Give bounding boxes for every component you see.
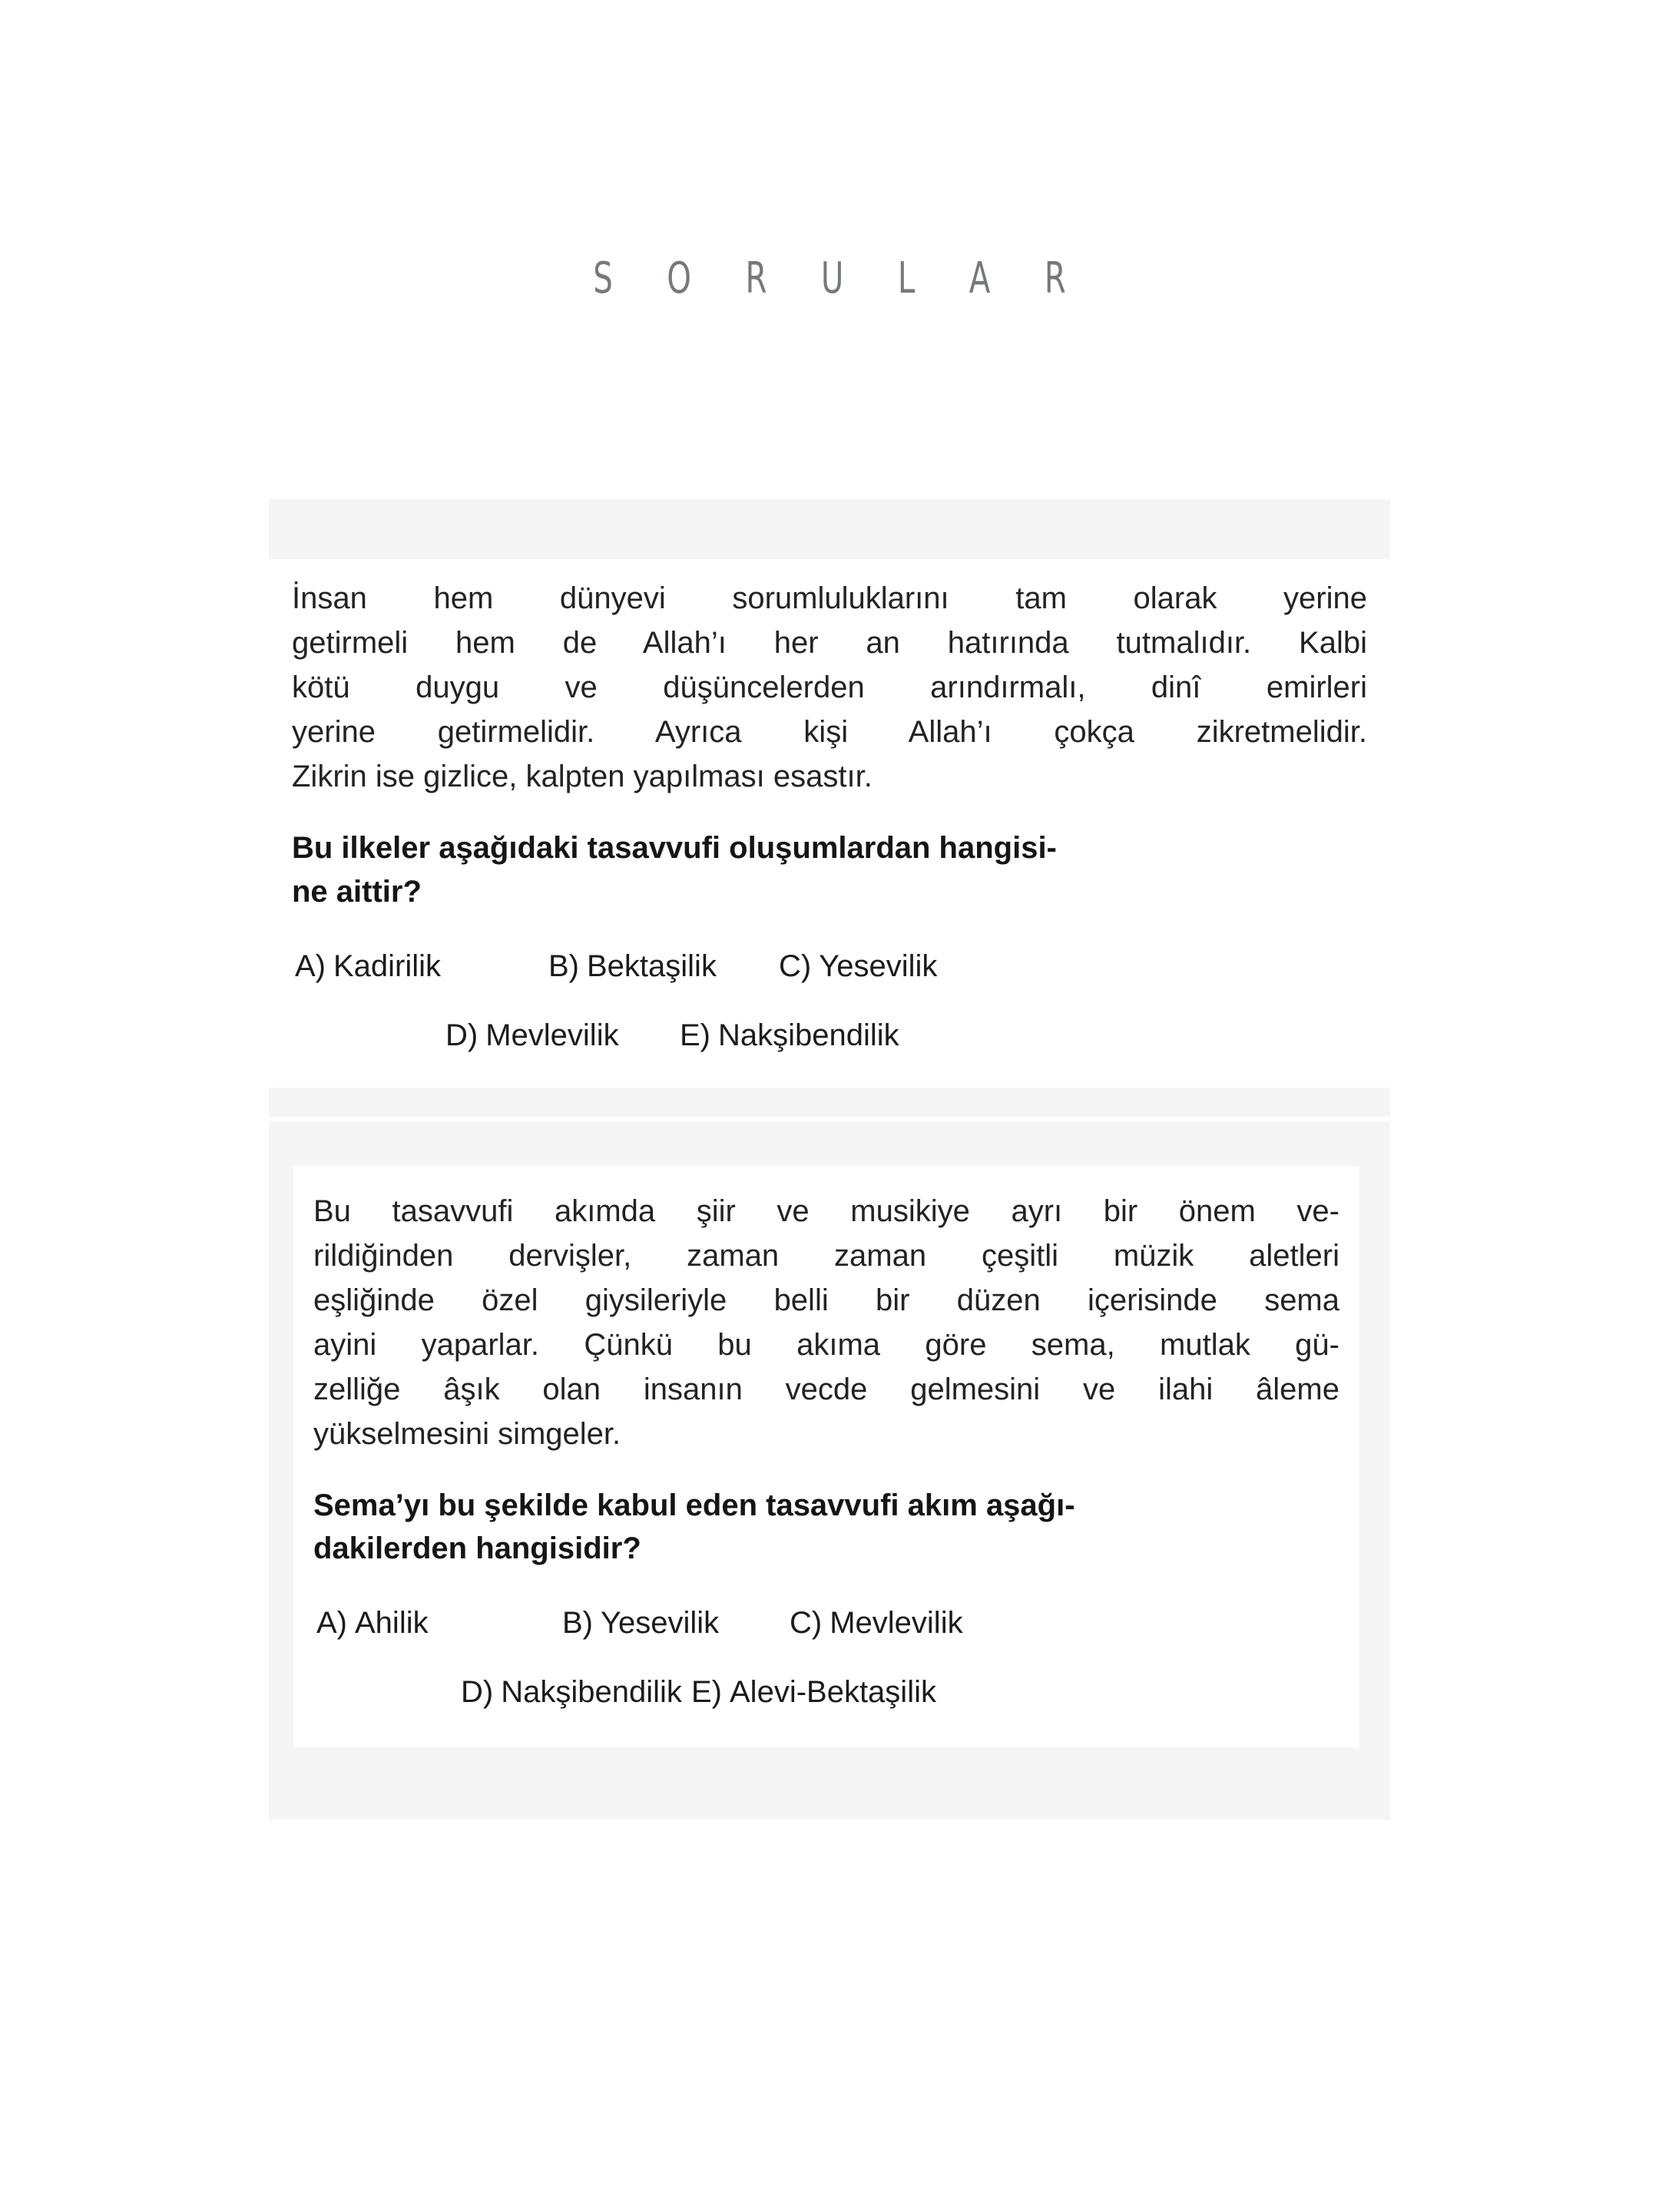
option-c-text: Yesevilik [819, 949, 938, 983]
option-b[interactable] [562, 1604, 790, 1641]
questions-container [269, 499, 1390, 1820]
option-b-text: Yesevilik [601, 1606, 720, 1641]
passage-line: yerine getirmelidir. Ayrıca kişi Allah’ı çokça zikretmelidir. [292, 715, 1367, 749]
question-1-options [292, 948, 1367, 1054]
stem-line: dakilerden hangisidir? [313, 1532, 641, 1566]
passage-line: ayini yaparlar. Çünkü bu akıma göre sema, mutlak gü- [313, 1327, 1339, 1362]
option-b-label: B) [562, 1606, 593, 1641]
option-d-text: Mevlevilik [485, 1018, 619, 1052]
option-c-label: C) [790, 1606, 823, 1641]
page-title: S O R U L A R [593, 253, 1088, 303]
passage-line: Zikrin ise gizlice, kalpten yapılması esastır. [292, 760, 873, 793]
passage-line: kötü duygu ve düşüncelerden arındırmalı, dinî emirleri [292, 671, 1367, 704]
question-1-passage [292, 576, 1367, 799]
stem-line: Bu ilkeler aşağıdaki tasavvufi oluşumlardan hangisi- [292, 831, 1057, 865]
option-d-label: D) [461, 1675, 494, 1710]
option-d[interactable] [461, 1674, 691, 1710]
stem-line: ne aittir? [292, 874, 422, 909]
option-a-text: Ahilik [355, 1606, 429, 1641]
option-e-label: E) [691, 1675, 722, 1710]
option-d[interactable] [445, 1017, 680, 1054]
option-a-label: A) [316, 1606, 347, 1641]
option-b-label: B) [548, 949, 579, 983]
option-e-text: Alevi-Bektaşilik [730, 1675, 936, 1710]
question-2-body [293, 1166, 1359, 1748]
option-e[interactable] [680, 1017, 899, 1054]
option-c[interactable] [779, 948, 937, 985]
option-b[interactable] [548, 948, 779, 985]
option-d-text: Nakşibendilik [501, 1675, 682, 1710]
option-c-text: Mevlevilik [830, 1606, 963, 1641]
passage-line: zelliğe âşık olan insanın vecde gelmesini ve ilahi âleme [313, 1372, 1339, 1406]
option-row-de [292, 1017, 1367, 1054]
option-a[interactable] [295, 948, 548, 985]
option-a-label: A) [295, 949, 326, 983]
option-e-text: Nakşibendilik [718, 1018, 899, 1052]
passage-line: getirmeli hem de Allah’ı her an hatırında tutmalıdır. Kalbi [292, 626, 1367, 660]
passage-line: rildiğinden dervişler, zaman zaman çeşitli müzik aletleri [313, 1238, 1339, 1273]
option-c[interactable] [790, 1604, 963, 1641]
question-1-stem [292, 826, 1367, 914]
option-b-text: Bektaşilik [587, 949, 717, 983]
option-row-abc [292, 948, 1367, 985]
question-1-body [269, 559, 1390, 1088]
option-a[interactable] [316, 1604, 562, 1641]
stem-line: Sema’yı bu şekilde kabul eden tasavvufi akım aşağı- [313, 1488, 1075, 1522]
question-card-2 [269, 1121, 1390, 1820]
option-row-de [313, 1674, 1339, 1710]
passage-line: eşliğinde özel giysileriyle belli bir düzen içerisinde sema [313, 1283, 1339, 1317]
option-e[interactable] [691, 1674, 936, 1710]
option-d-label: D) [445, 1018, 478, 1052]
question-2-stem [313, 1484, 1339, 1571]
option-row-abc [313, 1604, 1339, 1641]
question-2-options [313, 1604, 1339, 1710]
passage-line: İnsan hem dünyevi sorumluluklarını tam olarak yerine [292, 581, 1367, 615]
question-2-passage [313, 1189, 1339, 1456]
option-e-label: E) [680, 1018, 710, 1052]
option-a-text: Kadirilik [333, 949, 442, 983]
passage-line: yükselmesini simgeler. [313, 1416, 621, 1451]
option-c-label: C) [779, 949, 812, 983]
question-card-1 [269, 499, 1390, 1117]
passage-line: Bu tasavvufi akımda şiir ve musikiye ayrı bir önem ve- [313, 1194, 1339, 1228]
